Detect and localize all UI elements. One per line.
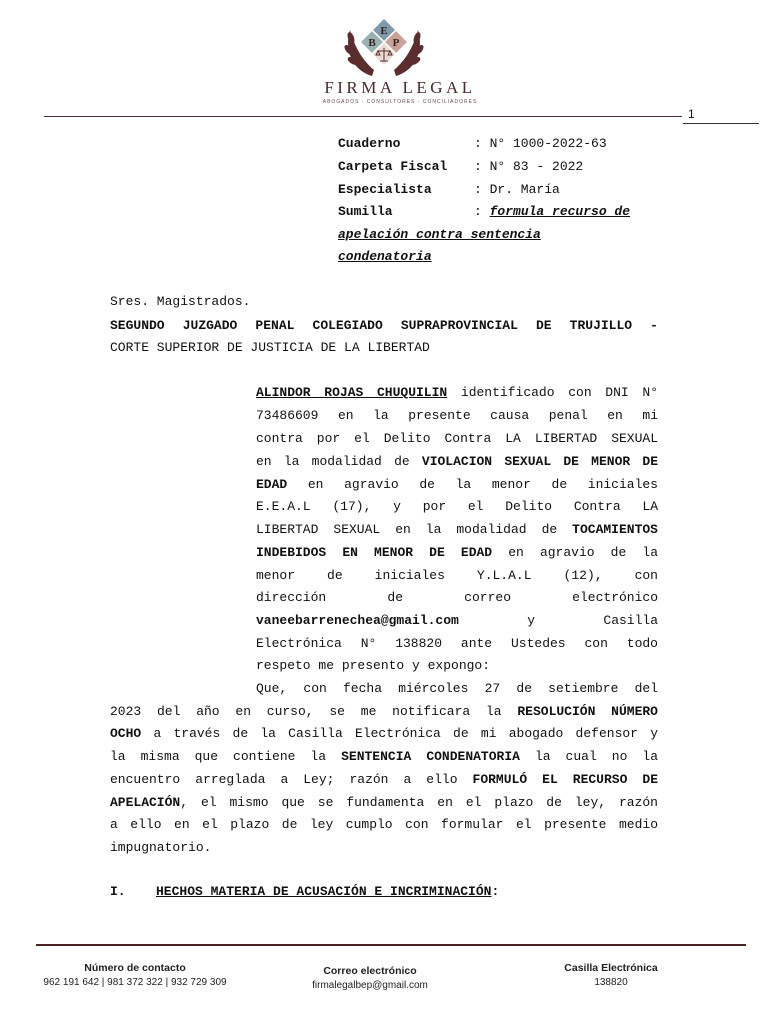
- page-number: 1: [688, 107, 695, 121]
- footer-email: [280, 965, 460, 991]
- para2-line: APELACIÓN, el mismo que se fundamenta en el plazo de ley, razón: [110, 795, 658, 810]
- footer-contact-title: Número de contacto: [84, 962, 186, 974]
- ref-especialista: [338, 179, 560, 201]
- intro-line: INDEBIDOS EN MENOR DE EDAD en agravio de la: [256, 545, 658, 560]
- para2-line: Que, con fecha miércoles 27 de setiembre del: [256, 681, 658, 696]
- para2-line: encuentro arreglada a Ley; razón a ello FORMULÓ EL RECURSO DE: [110, 772, 658, 787]
- addressee-greeting: Sres. Magistrados.: [110, 294, 251, 309]
- footer-contact: [30, 962, 240, 988]
- para2-line: la misma que contiene la SENTENCIA CONDENATORIA la cual no la: [110, 749, 658, 764]
- footer-divider: [36, 944, 746, 946]
- brand-name: FIRMA LEGAL: [324, 78, 476, 97]
- footer-email-title: Correo electrónico: [323, 965, 417, 977]
- brand-tagline: ABOGADOS - CONSULTORES - CONCILIADORES: [322, 99, 478, 105]
- footer-casilla-value: 138820: [594, 977, 628, 988]
- para2-line: impugnatorio.: [110, 840, 212, 855]
- para2-line: a ello en el plazo de ley cumplo con formular el presente medio: [110, 817, 658, 832]
- sumilla-line-1: formula recurso de: [489, 204, 631, 219]
- para2-line: OCHO a través de la Casilla Electrónica de mi abogado defensor y: [110, 726, 658, 741]
- sumilla-line-2: apelación contra sentencia: [338, 227, 541, 242]
- intro-line: respeto me presento y expongo:: [256, 658, 491, 673]
- intro-line: EDAD en agravio de la menor de iniciales: [256, 477, 658, 492]
- ref-sumilla: [338, 201, 631, 223]
- ref-colon: :: [474, 204, 490, 219]
- ref-label: Sumilla: [338, 204, 393, 219]
- monogram-diamond: [360, 18, 408, 66]
- appellant-name: ALINDOR ROJAS CHUQUILIN: [256, 385, 448, 400]
- footer-email-value: firmalegalbep@gmail.com: [312, 980, 428, 991]
- ref-value: : N° 83 - 2022: [474, 159, 584, 174]
- ref-value: : N° 1000-2022-63: [474, 136, 607, 151]
- sumilla-line-3: condenatoria: [338, 249, 432, 264]
- header-divider: [44, 116, 682, 117]
- ref-label: Cuaderno: [338, 136, 401, 151]
- intro-line: Electrónica N° 138820 ante Ustedes con todo: [256, 636, 658, 651]
- intro-line: en la modalidad de VIOLACION SEXUAL DE MENOR DE: [256, 454, 658, 469]
- section-number: I.: [110, 884, 126, 899]
- footer-casilla: [540, 962, 682, 988]
- ref-label: Especialista: [338, 182, 432, 197]
- ref-value: : Dr. María: [474, 182, 560, 197]
- footer-casilla-title: Casilla Electrónica: [564, 962, 658, 974]
- intro-line: LIBERTAD SEXUAL en la modalidad de TOCAMIENTOS: [256, 522, 658, 537]
- monogram-letter-e: E: [380, 25, 388, 37]
- intro-line: vaneebarrenechea@gmail.com y Casilla: [256, 613, 658, 628]
- intro-line: dirección de correo electrónico: [256, 590, 658, 605]
- ref-cuaderno: [338, 133, 607, 155]
- intro-line: 73486609 en la presente causa penal en mi: [256, 408, 658, 423]
- para2-line: 2023 del año en curso, se me notificara la RESOLUCIÓN NÚMERO: [110, 704, 658, 719]
- addressee-corte: CORTE SUPERIOR DE JUSTICIA DE LA LIBERTAD: [110, 340, 430, 355]
- monogram-letter-b: B: [368, 37, 376, 49]
- intro-line: contra por el Delito Contra LA LIBERTAD SEXUAL: [256, 431, 658, 446]
- email-address: vaneebarrenechea@gmail.com: [256, 613, 459, 628]
- intro-line: E.E.A.L (17), y por el Delito Contra LA: [256, 499, 658, 514]
- intro-line: ALINDOR ROJAS CHUQUILIN identificado con DNI N°: [256, 385, 658, 400]
- section-heading: HECHOS MATERIA DE ACUSACIÓN E INCRIMINACIÓN:: [156, 884, 500, 899]
- ref-carpeta: [338, 156, 584, 178]
- ref-label: Carpeta Fiscal: [338, 159, 448, 174]
- footer-contact-value: 962 191 642 | 981 372 322 | 932 729 309: [43, 977, 227, 988]
- addressee-court: SEGUNDO JUZGADO PENAL COLEGIADO SUPRAPROVINCIAL DE TRUJILLO -: [110, 318, 658, 333]
- page-number-rule: [683, 123, 759, 124]
- monogram-letter-p: P: [392, 37, 400, 49]
- intro-line: menor de iniciales Y.L.A.L (12), con: [256, 568, 658, 583]
